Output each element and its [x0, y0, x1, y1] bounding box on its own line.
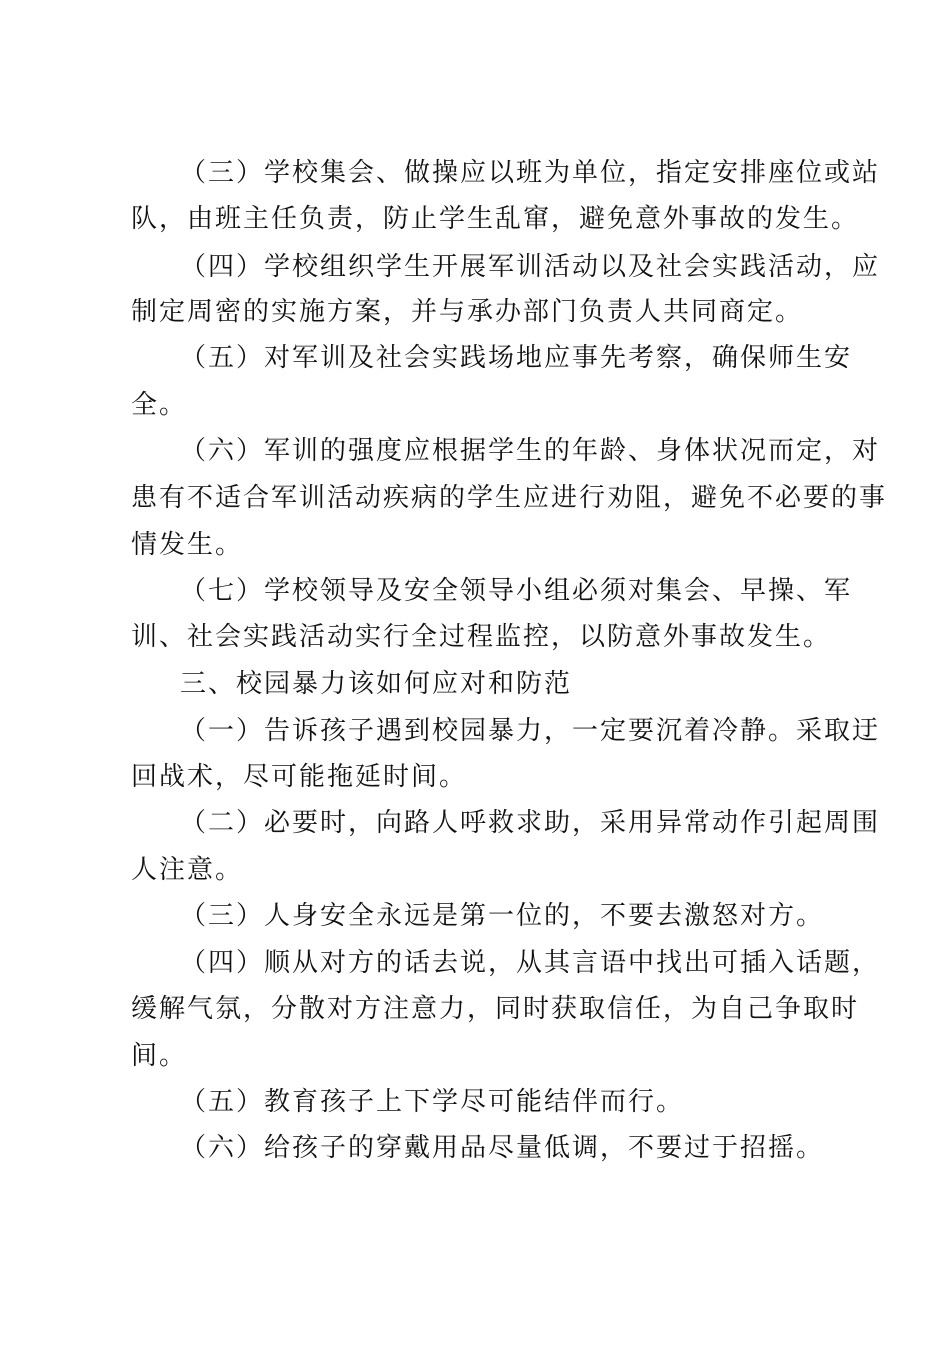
text-line: （四）学校组织学生开展军训活动以及社会实践活动，应 — [180, 252, 881, 282]
text-line: （三）人身安全永远是第一位的，不要去激怒对方。 — [180, 901, 825, 931]
text-line: 患有不适合军训活动疾病的学生应进行劝阻，避免不必要的事 — [131, 483, 888, 513]
text-line: （一）告诉孩子遇到校园暴力，一定要沉着冷静。采取迂 — [180, 716, 881, 746]
text-line: 制定周密的实施方案，并与承办部门负责人共同商定。 — [131, 297, 804, 327]
text-line: （三）学校集会、做操应以班为单位，指定安排座位或站 — [180, 158, 881, 188]
text-line: （二）必要时，向路人呼救求助，采用异常动作引起周围 — [180, 808, 881, 838]
section-heading: 三、校园暴力该如何应对和防范 — [180, 669, 573, 699]
text-line: （六）给孩子的穿戴用品尽量低调，不要过于招摇。 — [180, 1133, 825, 1163]
text-line: 全。 — [131, 390, 188, 420]
text-line: 缓解气氛，分散对方注意力，同时获取信任，为自己争取时 — [131, 994, 860, 1024]
text-line: 队，由班主任负责，防止学生乱窜，避免意外事故的发生。 — [131, 204, 860, 234]
text-line: 情发生。 — [131, 530, 244, 560]
text-line: 回战术，尽可能拖延时间。 — [131, 762, 468, 792]
text-line: （七）学校领导及安全领导小组必须对集会、早操、军 — [180, 576, 853, 606]
text-line: （四）顺从对方的话去说，从其言语中找出可插入话题， — [180, 948, 881, 978]
text-line: 间。 — [131, 1041, 188, 1071]
text-line: （六）军训的强度应根据学生的年龄、身体状况而定，对 — [180, 436, 881, 466]
text-line: 训、社会实践活动实行全过程监控，以防意外事故发生。 — [131, 622, 832, 652]
text-line: 人注意。 — [131, 855, 244, 885]
text-line: （五）教育孩子上下学尽可能结伴而行。 — [180, 1087, 685, 1117]
text-line: （五）对军训及社会实践场地应事先考察，确保师生安 — [180, 343, 853, 373]
